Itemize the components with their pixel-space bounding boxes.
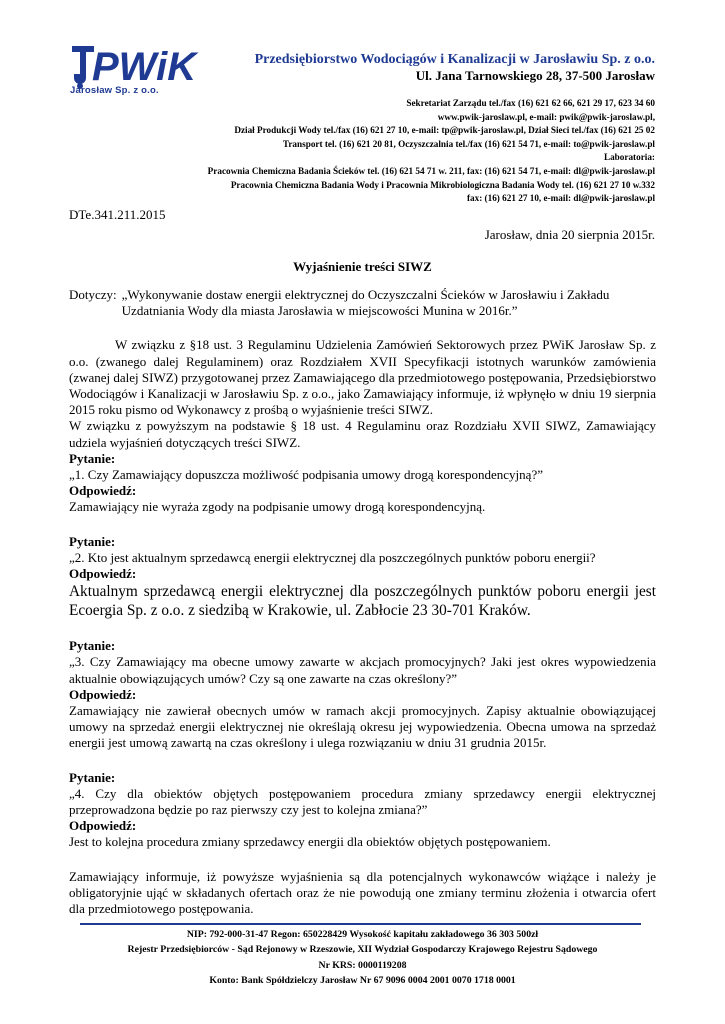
- footer: [0, 927, 725, 989]
- question-text: „1. Czy Zamawiający dopuszcza możliwość podpisania umowy drogą korespondencyjną?”: [69, 467, 543, 483]
- question-label: Pytanie:: [69, 533, 116, 549]
- document-body: [69, 287, 656, 917]
- company-address: Ul. Jana Tarnowskiego 28, 37-500 Jarosław: [415, 68, 655, 83]
- intro-paragraph-2: W związku z powyższym na podstawie § 18 ust. 4 Regulaminu oraz Rozdziału XVII SIWZ, Zamawiający udziela wyjaśnień dotyczących treści SIWZ.: [69, 418, 656, 450]
- contact-line: Dział Produkcji Wody tel./fax (16) 621 27 10, e-mail: tp@pwik-jaroslaw.pl, Dział Sieci tel./fax (16) 621 25 02: [234, 125, 655, 136]
- subject-text: „Wykonywanie dostaw energii elektrycznej do Oczyszczalni Ścieków w Jarosławiu i Zakładu Uzdatniania Wody dla miasta Jarosławia w miejscowości Munina w 2016r.”: [121, 287, 610, 319]
- answer-text: Zamawiający nie wyraża zgody na podpisanie umowy drogą korespondencyjną.: [69, 499, 486, 515]
- document-title: Wyjaśnienie treści SIWZ: [293, 259, 432, 274]
- document-date: Jarosław, dnia 20 sierpnia 2015r.: [484, 227, 655, 242]
- contact-line: Laboratoria:: [603, 152, 655, 163]
- contact-line: Pracownia Chemiczna Badania Wody i Pracownia Mikrobiologiczna Badania Wody tel. (16) 621 27 10 w.332: [230, 179, 655, 190]
- footer-line: Rejestr Przedsiębiorców - Sąd Rejonowy w Rzeszowie, XII Wydział Gospodarczy Krajowego Rejestru Sądowego: [127, 944, 598, 956]
- document-reference: DTe.341.211.2015: [69, 207, 166, 222]
- footer-divider: [80, 923, 641, 925]
- answer-text: Aktualnym sprzedawcą energii elektrycznej dla poszczególnych punktów poboru energii jest Ecoergia Sp. z o.o. z siedzibą w Krakowie, ul. Zabłocie 23 30-701 Kraków.: [69, 583, 656, 620]
- contact-line: www.pwik-jaroslaw.pl, e-mail: pwik@pwik-jaroslaw.pl,: [437, 111, 655, 122]
- question-text: „3. Czy Zamawiający ma obecne umowy zawarte w akcjach promocyjnych? Jaki jest okres wypowiedzenia aktualnie obowiązujących umów? Czy są one zawarte na czas określony?”: [69, 654, 656, 686]
- question-label: Pytanie:: [69, 450, 116, 466]
- logo-subtitle: Jarosław Sp. z o.o.: [70, 85, 159, 96]
- contact-line: Pracownia Chemiczna Badania Ścieków tel. (16) 621 54 71 w. 211, fax: (16) 621 54 71, e-mail: dl@pwik-jaroslaw.pl: [207, 165, 655, 176]
- subject-label: Dotyczy:: [69, 287, 117, 302]
- answer-text: Zamawiający nie zawierał obecnych umów w ramach akcji promocyjnych. Zapisy aktualnie obowiązującej umowy na sprzedaż energii elektrycznej nie określają okresu jej wypowiedzenia. Obecna umowa na sprzedaż energii jest umową zawartą na czas określony i ulega rozwiązaniu w dniu 31 grudnia 2015r.: [69, 703, 656, 751]
- question-label: Pytanie:: [69, 638, 116, 654]
- contact-line: fax: (16) 621 27 10, e-mail: dl@pwik-jaroslaw.pl: [466, 193, 655, 204]
- answer-text: Jest to kolejna procedura zmiany sprzedawcy energii dla obiektów objętych postępowaniem.: [69, 834, 551, 850]
- question-label: Pytanie:: [69, 769, 116, 785]
- question-text: „2. Kto jest aktualnym sprzedawcą energii elektrycznej dla poszczególnych punktów poboru energii?: [69, 549, 596, 565]
- logo-text: PWiK: [92, 45, 197, 89]
- answer-label: Odpowiedź:: [69, 818, 137, 834]
- subject-line: [69, 287, 656, 319]
- closing-paragraph: Zamawiający informuje, iż powyższe wyjaśnienia są dla potencjalnych wykonawców wiążące i należy je obligatoryjnie ująć w składanych ofertach oraz że nie powodują one zmiany terminu złożenia i otwarcia ofert dla przedmiotowego postępowania.: [69, 868, 656, 917]
- answer-label: Odpowiedź:: [69, 566, 137, 582]
- footer-line: NIP: 792-000-31-47 Regon: 650228429 Wysokość kapitału zakładowego 36 303 500zł: [186, 929, 539, 940]
- pwik-logo-graphic: [66, 42, 236, 90]
- footer-line: Nr KRS: 0000119208: [318, 959, 407, 971]
- answer-label: Odpowiedź:: [69, 483, 137, 499]
- contact-block: [208, 97, 655, 206]
- intro-paragraph: W związku z §18 ust. 3 Regulaminu Udzielenia Zamówień Sektorowych przez PWiK Jarosław Sp. z o.o. (zwanego dalej Regulaminem) oraz Rozdziałem XVII Specyfikacji istotnych warunków zamówienia (zwanej dalej SIWZ) przygotowanej przez Zamawiającego dla przedmiotowego postępowania, Przedsiębiorstwo Wodociągów i Kanalizacji w Jarosławiu Sp. z o.o., jako Zamawiający informuje, iż wpłynęło w dniu 19 sierpnia 2015 roku pismo od Wykonawcy z prośbą o wyjaśnienie treści SIWZ.: [69, 337, 656, 418]
- footer-line: Konto: Bank Spółdzielczy Jarosław Nr 67 9096 0004 2001 0070 1718 0001: [209, 975, 516, 987]
- contact-line: Sekretariat Zarządu tel./fax (16) 621 62 66, 621 29 17, 623 34 60: [406, 98, 655, 108]
- question-text: „4. Czy dla obiektów objętych postępowaniem procedura zmiany sprzedawcy energii elektrycznej przeprowadzona będzie po raz pierwszy czy jest to kolejna zmiana?”: [69, 785, 656, 818]
- answer-label: Odpowiedź:: [69, 686, 137, 702]
- contact-line: Transport tel. (16) 621 20 81, Oczyszczalnia tel./fax (16) 621 54 71, e-mail: to@pwik-jaroslaw.pl: [282, 138, 655, 149]
- company-name: Przedsiębiorstwo Wodociągów i Kanalizacji w Jarosławiu Sp. z o.o.: [254, 52, 655, 67]
